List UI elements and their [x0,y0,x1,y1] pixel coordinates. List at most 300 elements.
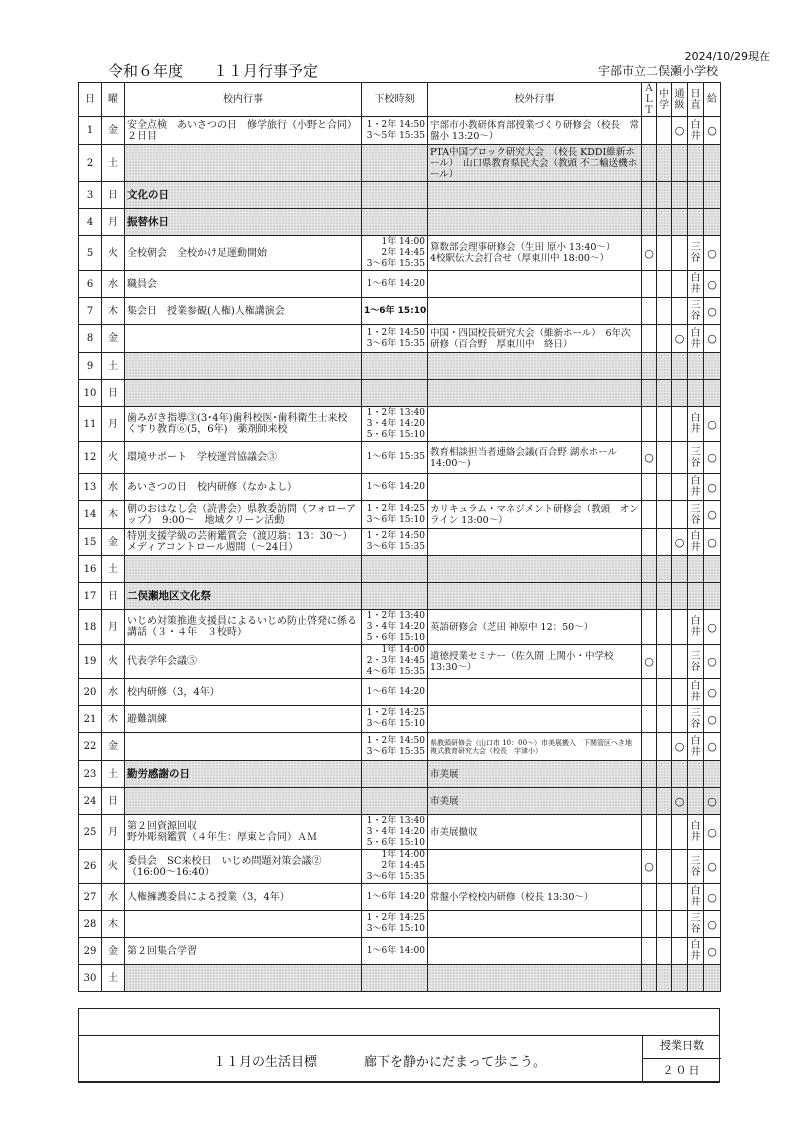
alt-cell [642,965,657,992]
table-row [79,733,721,761]
duty-teacher-cell [688,761,704,788]
duty-teacher-cell [688,353,704,380]
alt-cell [642,145,657,182]
duty-teacher-cell [688,583,704,610]
tsukyu-cell [672,815,688,850]
duty-teacher-cell: 三 谷 [688,298,704,325]
school-event-cell [125,145,362,182]
jhs-cell [657,850,672,884]
dismissal-time-cell: 1・2年 14:25 3～6年 15:10 [362,706,428,733]
jhs-cell [657,325,672,353]
jhs-cell [657,271,672,298]
as-of-date: 2024/10/29現在 [684,50,770,63]
goal-text: 廊下を静かにだまって歩こう。 [364,1055,547,1070]
lunch-cell: ○ [704,645,721,679]
day-cell: 18 [79,610,102,645]
weekday-cell: 土 [102,353,125,380]
table-row [79,679,721,706]
duty-teacher-cell: 三 谷 [688,442,704,474]
header-nichoku: 日 直 [688,83,704,117]
day-cell: 8 [79,325,102,353]
lunch-cell: ○ [704,271,721,298]
day-cell: 22 [79,733,102,761]
lunch-cell [704,353,721,380]
external-event-cell [428,209,642,236]
tsukyu-cell [672,911,688,938]
external-event-cell: 道徳授業セミナー（佐久間 上関小・中学校 13:30～） [428,645,642,679]
day-cell: 13 [79,474,102,501]
day-cell: 6 [79,271,102,298]
external-event-cell [428,182,642,209]
alt-cell [642,610,657,645]
class-days-value: ２０日 [662,1064,702,1077]
jhs-cell [657,529,672,556]
lunch-cell: ○ [704,442,721,474]
external-event-cell [428,965,642,992]
table-header-row [79,83,721,117]
jhs-cell [657,182,672,209]
dismissal-time-cell: 1～6年 15:10 [362,298,428,325]
weekday-cell: 日 [102,583,125,610]
school-event-cell: 避難訓練 [125,706,362,733]
dismissal-time-cell: 1・2年 14:50 3～5年 15:35 [362,117,428,145]
duty-teacher-cell: 三 谷 [688,501,704,529]
tsukyu-cell [672,610,688,645]
weekday-cell: 日 [102,380,125,407]
external-event-cell [428,706,642,733]
weekday-cell: 金 [102,733,125,761]
day-cell: 10 [79,380,102,407]
jhs-cell [657,884,672,911]
jhs-cell [657,298,672,325]
school-event-cell: 職員会 [125,271,362,298]
dismissal-time-cell: 1・2年 14:50 3～6年 15:35 [362,325,428,353]
alt-cell [642,380,657,407]
tsukyu-cell [672,380,688,407]
schedule-body [79,117,721,992]
tsukyu-cell [672,353,688,380]
school-event-cell: 委員会 SC来校日 いじめ問題対策会議②（16:00～16:40） [125,850,362,884]
lunch-cell: ○ [704,407,721,442]
header-dismissal: 下校時刻 [362,83,428,117]
alt-cell [642,761,657,788]
weekday-cell: 金 [102,529,125,556]
table-row [79,788,721,815]
tsukyu-cell: ○ [672,325,688,353]
table-row [79,182,721,209]
lunch-cell [704,556,721,583]
tsukyu-cell: ○ [672,788,688,815]
school-event-cell [125,353,362,380]
table-row [79,209,721,236]
jhs-cell [657,911,672,938]
day-cell: 24 [79,788,102,815]
external-event-cell [428,407,642,442]
school-event-cell: 文化の日 [125,182,362,209]
lunch-cell [704,209,721,236]
day-cell: 12 [79,442,102,474]
alt-cell [642,911,657,938]
duty-teacher-cell [688,788,704,815]
alt-cell [642,788,657,815]
tsukyu-cell [672,501,688,529]
day-cell: 19 [79,645,102,679]
school-event-cell: 勤労感謝の日 [125,761,362,788]
external-event-cell: PTA中国ブロック研究大会 （校長 KDDI維新ホール） 山口県教育県民大会（教頭 不二輸送機ホール） [428,145,642,182]
day-cell: 17 [79,583,102,610]
table-row [79,145,721,182]
dismissal-time-cell [362,556,428,583]
tsukyu-cell [672,679,688,706]
tsukyu-cell [672,236,688,271]
header-alt: Ａ Ｌ Ｔ [642,83,657,117]
tsukyu-cell: ○ [672,117,688,145]
duty-teacher-cell [688,965,704,992]
alt-cell: ○ [642,236,657,271]
dismissal-time-cell: 1・2年 14:50 3～6年 15:35 [362,733,428,761]
weekday-cell: 金 [102,938,125,965]
day-cell: 7 [79,298,102,325]
day-cell: 2 [79,145,102,182]
weekday-cell: 木 [102,298,125,325]
jhs-cell [657,938,672,965]
lunch-cell: ○ [704,938,721,965]
school-event-cell [125,380,362,407]
header-events: 校内行事 [125,83,362,117]
dismissal-time-cell [362,380,428,407]
weekday-cell: 火 [102,442,125,474]
tsukyu-cell [672,583,688,610]
weekday-cell: 月 [102,407,125,442]
school-event-cell: いじめ対策推進支援員によるいじめ防止啓発に係る講話（３・４年 ３校時） [125,610,362,645]
day-cell: 9 [79,353,102,380]
table-row [79,938,721,965]
school-event-cell [125,556,362,583]
school-name: 宇部市立二俣瀬小学校 [597,64,718,78]
duty-teacher-cell: 白 井 [688,610,704,645]
table-row [79,380,721,407]
table-row [79,965,721,992]
dismissal-time-cell: 1年 14:00 2年 14:45 3～6年 15:35 [362,850,428,884]
lunch-cell: ○ [704,236,721,271]
jhs-cell [657,353,672,380]
dismissal-time-cell [362,965,428,992]
lunch-cell: ○ [704,884,721,911]
dismissal-time-cell: 1・2年 13:40 3・4年 14:20 5・6年 15:10 [362,407,428,442]
jhs-cell [657,117,672,145]
external-event-cell [428,911,642,938]
school-event-cell [125,911,362,938]
alt-cell [642,583,657,610]
external-event-cell: 市美展 [428,788,642,815]
jhs-cell [657,145,672,182]
alt-cell [642,938,657,965]
jhs-cell [657,733,672,761]
duty-teacher-cell [688,209,704,236]
tsukyu-cell [672,145,688,182]
duty-teacher-cell: 三 谷 [688,850,704,884]
weekday-cell: 土 [102,145,125,182]
alt-cell: ○ [642,645,657,679]
alt-cell [642,209,657,236]
jhs-cell [657,815,672,850]
duty-teacher-cell: 白 井 [688,884,704,911]
table-row [79,501,721,529]
external-event-cell [428,380,642,407]
tsukyu-cell: ○ [672,529,688,556]
school-event-cell: 特別支援学級の芸術鑑賞会（渡辺翁：13：30～） メディアコントロール週間（～24日） [125,529,362,556]
alt-cell [642,529,657,556]
day-cell: 23 [79,761,102,788]
header-kyushoku: 給 [704,83,721,117]
school-event-cell: 代表学年会議⑤ [125,645,362,679]
weekday-cell: 木 [102,911,125,938]
tsukyu-cell [672,442,688,474]
table-row [79,645,721,679]
table-row [79,815,721,850]
duty-teacher-cell: 白 井 [688,325,704,353]
alt-cell [642,884,657,911]
external-event-cell [428,298,642,325]
duty-teacher-cell: 三 谷 [688,706,704,733]
duty-teacher-cell: 白 井 [688,117,704,145]
duty-teacher-cell: 白 井 [688,271,704,298]
header [78,60,720,82]
alt-cell [642,407,657,442]
table-row [79,911,721,938]
page-title: 令和６年度 １１月行事予定 [108,62,319,80]
external-event-cell: 市美展 [428,761,642,788]
jhs-cell [657,645,672,679]
alt-cell [642,815,657,850]
table-row [79,442,721,474]
header-tsukyu: 通 級 [672,83,688,117]
dismissal-time-cell [362,145,428,182]
weekday-cell: 水 [102,474,125,501]
dismissal-time-cell [362,583,428,610]
weekday-cell: 水 [102,679,125,706]
tsukyu-cell [672,761,688,788]
tsukyu-cell [672,209,688,236]
day-cell: 30 [79,965,102,992]
duty-teacher-cell: 白 井 [688,474,704,501]
lunch-cell: ○ [704,610,721,645]
tsukyu-cell [672,965,688,992]
weekday-cell: 日 [102,182,125,209]
alt-cell: ○ [642,850,657,884]
lunch-cell: ○ [704,733,721,761]
dismissal-time-cell: 1～6年 14:20 [362,474,428,501]
lunch-cell: ○ [704,474,721,501]
class-days-label: 授業日数 [643,1035,721,1059]
weekday-cell: 火 [102,850,125,884]
school-event-cell: 二俣瀬地区文化祭 [125,583,362,610]
school-event-cell: 人権擁護委員による授業（3，4年） [125,884,362,911]
external-event-cell [428,353,642,380]
day-cell: 15 [79,529,102,556]
external-event-cell [428,938,642,965]
duty-teacher-cell [688,380,704,407]
lunch-cell: ○ [704,529,721,556]
external-event-cell: カリキュラム・マネジメント研修会（教頭 オンライン 13:00～） [428,501,642,529]
day-cell: 28 [79,911,102,938]
dismissal-time-cell: 1・2年 13:40 3・4年 14:20 5・6年 15:10 [362,815,428,850]
dismissal-time-cell: 1～6年 14:20 [362,679,428,706]
day-cell: 26 [79,850,102,884]
jhs-cell [657,380,672,407]
tsukyu-cell [672,182,688,209]
dismissal-time-cell: 1・2年 14:25 3～6年 15:10 [362,911,428,938]
dismissal-time-cell: 1年 14:00 2・3年 14:45 4～6年 15:35 [362,645,428,679]
school-event-cell: 第２回集合学習 [125,938,362,965]
external-event-cell [428,474,642,501]
day-cell: 1 [79,117,102,145]
table-row [79,583,721,610]
alt-cell [642,556,657,583]
header-jhs: 中 学 [657,83,672,117]
school-event-cell: あいさつの日 校内研修（なかよし） [125,474,362,501]
tsukyu-cell [672,938,688,965]
header-day: 日 [79,83,102,117]
table-row [79,556,721,583]
weekday-cell: 火 [102,236,125,271]
dismissal-time-cell: 1年 14:00 2年 14:45 3～6年 15:35 [362,236,428,271]
duty-teacher-cell [688,145,704,182]
weekday-cell: 土 [102,761,125,788]
external-event-cell: 県教頭研修会（山口市 10：00～）市美展搬入 下関管区へき地複式教育研究大会（校長 宇津小） [428,733,642,761]
jhs-cell [657,610,672,645]
jhs-cell [657,788,672,815]
alt-cell [642,117,657,145]
dismissal-time-cell: 1～6年 14:00 [362,938,428,965]
table-row [79,325,721,353]
external-event-cell [428,529,642,556]
school-event-cell: 環境サポート 学校運営協議会③ [125,442,362,474]
day-cell: 11 [79,407,102,442]
tsukyu-cell [672,850,688,884]
table-row [79,761,721,788]
weekday-cell: 月 [102,815,125,850]
school-event-cell [125,733,362,761]
table-row [79,407,721,442]
dismissal-time-cell [362,788,428,815]
lunch-cell [704,182,721,209]
weekday-cell: 土 [102,965,125,992]
day-cell: 21 [79,706,102,733]
external-event-cell: 英語研修会（芝田 神原中 12：50～） [428,610,642,645]
school-event-cell: 振替休日 [125,209,362,236]
lunch-cell: ○ [704,706,721,733]
dismissal-time-cell [362,353,428,380]
weekday-cell: 月 [102,209,125,236]
table-row [79,884,721,911]
footer-inner [78,1035,720,1083]
jhs-cell [657,556,672,583]
schedule-table [78,82,721,992]
school-event-cell: 全校朝会 全校かけ足運動開始 [125,236,362,271]
external-event-cell: 市美展撤収 [428,815,642,850]
weekday-cell: 土 [102,556,125,583]
external-event-cell [428,556,642,583]
weekday-cell: 木 [102,706,125,733]
external-event-cell [428,271,642,298]
school-event-cell: 第２回資源回収 野外彫刻鑑賞（４年生：厚東と合同）ＡＭ [125,815,362,850]
lunch-cell: ○ [704,298,721,325]
day-cell: 4 [79,209,102,236]
alt-cell [642,679,657,706]
lunch-cell [704,380,721,407]
goal-label: １１月の生活目標 [213,1055,318,1070]
weekday-cell: 金 [102,117,125,145]
class-days-box [642,1035,721,1083]
external-event-cell: 教育相談担当者連絡会議(百合野 湖水ホール 14:00～) [428,442,642,474]
duty-teacher-cell: 三 谷 [688,911,704,938]
lunch-cell [704,145,721,182]
external-event-cell: 算数部会理事研修会（生田 原小 13:40～） 4校駅伝大会打合せ（厚東川中 18:00～） [428,236,642,271]
school-event-cell: 集会日 授業参観(人権)人権講演会 [125,298,362,325]
lunch-cell: ○ [704,850,721,884]
dismissal-time-cell [362,209,428,236]
day-cell: 27 [79,884,102,911]
jhs-cell [657,442,672,474]
alt-cell [642,271,657,298]
tsukyu-cell [672,407,688,442]
tsukyu-cell [672,645,688,679]
tsukyu-cell [672,706,688,733]
lunch-cell: ○ [704,815,721,850]
weekday-cell: 火 [102,645,125,679]
dismissal-time-cell: 1・2年 14:50 3～6年 15:35 [362,529,428,556]
dismissal-time-cell: 1・2年 13:40 3・4年 14:20 5・6年 15:10 [362,610,428,645]
tsukyu-cell [672,298,688,325]
alt-cell [642,474,657,501]
jhs-cell [657,236,672,271]
lunch-cell [704,965,721,992]
dismissal-time-cell: 1～6年 15:35 [362,442,428,474]
dismissal-time-cell [362,182,428,209]
weekday-cell: 月 [102,610,125,645]
header-dow: 曜 [102,83,125,117]
table-row [79,610,721,645]
lunch-cell: ○ [704,325,721,353]
alt-cell [642,325,657,353]
weekday-cell: 木 [102,501,125,529]
weekday-cell: 日 [102,788,125,815]
external-event-cell [428,583,642,610]
school-event-cell: 校内研修（3，4年） [125,679,362,706]
lunch-cell [704,583,721,610]
alt-cell [642,182,657,209]
header-external: 校外行事 [428,83,642,117]
day-cell: 20 [79,679,102,706]
table-row [79,117,721,145]
external-event-cell: 中国・四国校長研究大会（維新ホール） 6年次研修（百合野 厚東川中 終日） [428,325,642,353]
jhs-cell [657,761,672,788]
alt-cell: ○ [642,442,657,474]
duty-teacher-cell [688,182,704,209]
weekday-cell: 水 [102,884,125,911]
alt-cell [642,733,657,761]
duty-teacher-cell: 白 井 [688,679,704,706]
jhs-cell [657,965,672,992]
jhs-cell [657,474,672,501]
table-row [79,236,721,271]
table-row [79,850,721,884]
day-cell: 16 [79,556,102,583]
duty-teacher-cell: 三 谷 [688,236,704,271]
table-row [79,271,721,298]
day-cell: 3 [79,182,102,209]
